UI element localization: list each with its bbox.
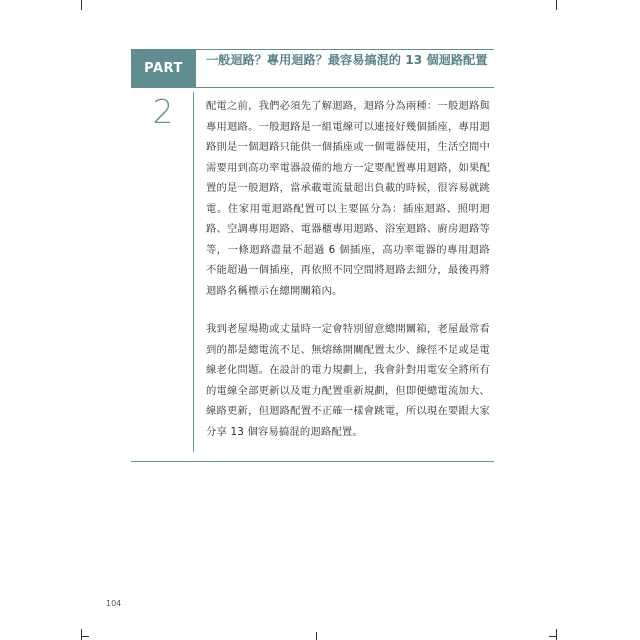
part-label: PART bbox=[131, 49, 196, 87]
body-text bbox=[206, 96, 490, 442]
section-end-rule bbox=[131, 461, 494, 462]
chapter-number: 2 bbox=[152, 92, 174, 131]
crop-mark-top-right bbox=[556, 0, 557, 10]
body-paragraph-1: 配電之前，我們必須先了解迴路，迴路分為兩種：一般迴路與專用迴路。一般迴路是一組電線可以連接好幾個插座，專用迴路則是一個迴路只能供一個插座或一個電器使用，生活空間中需要用到高功率電器設備的地方一定要配置專用迴路，如果配置的是一般迴路，當承載電流量超出負載的時候，很容易就跳電。住家用電迴路配置可以主要區分為：插座迴路、照明迴路、空調專用迴路、電器櫃專用迴路、浴室迴路、廚房迴路等等，一條迴路盡量不超過 6 個插座，高功率電器的專用迴路不能超過一個插座，再依照不同空間將迴路去細分，最後再將迴路名稱標示在總開關箱內。 bbox=[206, 100, 490, 297]
page-number: 104 bbox=[106, 599, 122, 608]
crop-mark-top-left bbox=[81, 0, 82, 10]
header-top-rule bbox=[196, 49, 494, 50]
chapter-divider bbox=[193, 92, 194, 452]
body-paragraph-2: 我到老屋場勘或丈量時一定會特別留意總開關箱，老屋最常看到的都是總電流不足、無熔絲開關配置太少、線徑不足或是電線老化問題。在設計的電力規劃上，我會針對用電安全將所有的電線全部更新以及電力配置重新規劃，但即便總電流加大、線路更新，但迴路配置不正確一樣會跳電，所以現在要跟大家分享 13 個容易搞混的迴路配置。 bbox=[206, 323, 490, 438]
header-bottom-rule bbox=[131, 87, 494, 88]
crop-mark-bottom-right-v bbox=[556, 629, 557, 640]
crop-mark-bottom-center bbox=[316, 632, 317, 640]
crop-mark-bottom-left-h bbox=[81, 636, 89, 637]
crop-mark-bottom-left-v bbox=[81, 629, 82, 640]
crop-mark-bottom-right-h bbox=[549, 636, 557, 637]
section-title: 一般迴路？專用迴路？最容易搞混的 13 個迴路配置 bbox=[206, 53, 488, 67]
